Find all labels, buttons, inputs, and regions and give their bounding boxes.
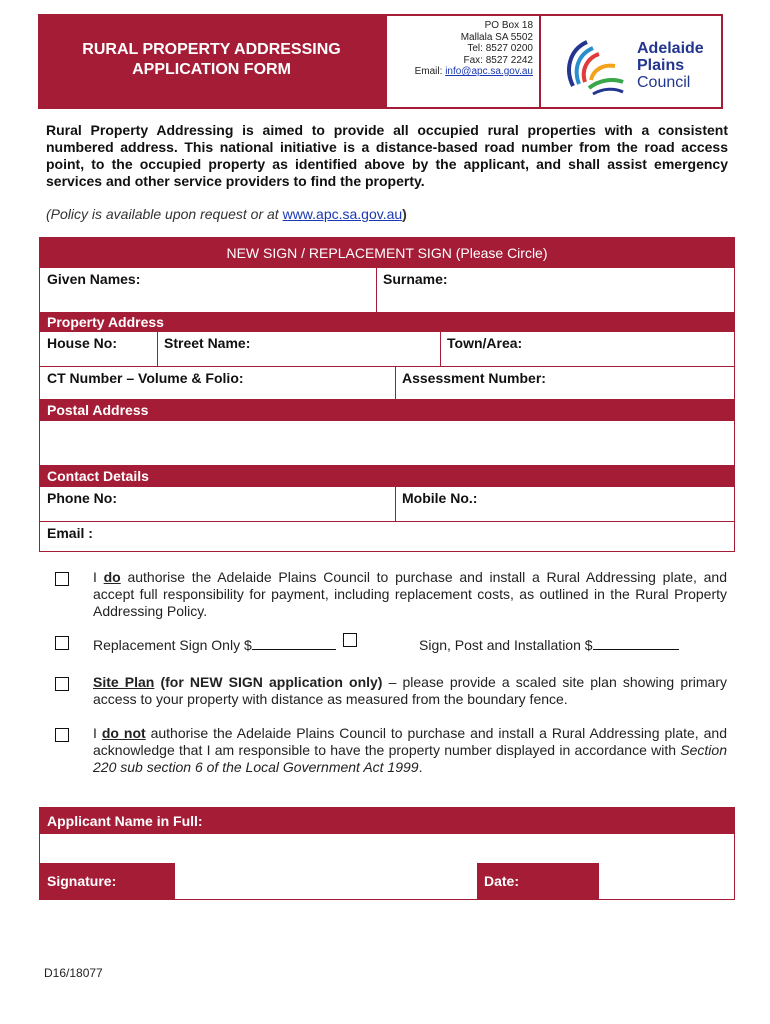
act-reference: Section 220 sub section 6 of the Local Government Act 1999 (93, 742, 727, 775)
not-authorise-pre: I (93, 725, 102, 741)
fax: Fax: 8527 2242 (463, 54, 533, 66)
form-title-line2: APPLICATION FORM (132, 61, 291, 78)
form-title (38, 14, 385, 109)
mobile-no-field[interactable] (395, 487, 477, 522)
applicant-name-field[interactable] (40, 834, 734, 863)
email-field[interactable] (40, 522, 734, 552)
town-area-label: Town/Area: (447, 335, 523, 351)
mobile-no-label: Mobile No.: (402, 490, 478, 506)
council-logo (541, 14, 723, 109)
phone-no-label: Phone No: (47, 490, 117, 506)
not-authorise-checkbox[interactable] (55, 728, 69, 742)
phone-no-field[interactable] (40, 487, 395, 522)
sign-type-row[interactable] (40, 238, 734, 268)
date-label: Date: (477, 863, 599, 900)
authorise-text: authorise the Adelaide Plains Council to purchase and install a Rural Addressing plate, and accept full responsibility for payment, including replacement costs, as outlined in the Rural Property Addressing Policy. (93, 569, 727, 619)
form-title-line1: RURAL PROPERTY ADDRESSING (82, 41, 341, 58)
replacement-only-label: Replacement Sign Only $ (93, 637, 252, 653)
po-box: PO Box 18 (484, 20, 533, 31)
replacement-amount-line[interactable] (252, 638, 336, 650)
sign-post-install-checkbox[interactable] (343, 633, 357, 647)
street-name-label: Street Name: (164, 335, 251, 351)
policy-close: ) (402, 206, 407, 222)
house-no-field[interactable] (40, 332, 157, 367)
not-authorise-text: authorise the Adelaide Plains Council to purchase and install a Rural Addressing plate, and acknowledge that I am responsible to have the property number displayed in accordance with (93, 725, 727, 758)
town-area-field[interactable] (440, 332, 522, 367)
ct-number-label: CT Number – Volume & Folio: (47, 370, 244, 386)
authorise-pre: I (93, 569, 104, 585)
property-address-heading: Property Address (40, 312, 734, 332)
policy-note (46, 206, 407, 222)
logo-word-adelaide: Adelaide (637, 40, 704, 57)
sign-post-amount-line[interactable] (593, 638, 679, 650)
document-reference: D16/18077 (44, 966, 103, 980)
sign-type-label: NEW SIGN / REPLACEMENT SIGN (Please Circle) (226, 245, 548, 261)
applicant-name-heading: Applicant Name in Full: (40, 808, 734, 834)
ct-number-field[interactable] (40, 367, 395, 399)
replacement-only-checkbox[interactable] (55, 636, 69, 650)
assessment-number-field[interactable] (395, 367, 546, 399)
contact-details-heading: Contact Details (40, 465, 734, 487)
house-no-label: House No: (47, 335, 117, 351)
applicant-section (39, 807, 735, 900)
policy-text: (Policy is available upon request or at (46, 206, 283, 222)
logo-word-council: Council (637, 74, 691, 91)
email-label: Email : (47, 525, 93, 541)
signature-field[interactable] (175, 863, 477, 900)
site-plan-option (93, 674, 727, 708)
not-authorise-end: . (418, 759, 423, 775)
signature-label: Signature: (40, 863, 175, 900)
authorise-checkbox[interactable] (55, 572, 69, 586)
council-logo-text (637, 40, 704, 91)
given-names-field[interactable] (40, 268, 140, 313)
email-link[interactable]: info@apc.sa.gov.au (445, 66, 533, 77)
replacement-only-option (93, 637, 336, 654)
council-logo-icon (563, 34, 629, 96)
site-plan-text: – please provide a scaled site plan showing primary access to your property with distance as measured from the boundary fence. (93, 674, 727, 707)
council-contact-block (385, 14, 541, 109)
intro-paragraph: Rural Property Addressing is aimed to provide all occupied rural properties with a consistent numbered address. This national initiative is a distance-based road number from the road access point, to the occupied property as identified above by the applicant, and shall assist emergency services and other service providers to find the property. (46, 122, 728, 189)
assessment-number-label: Assessment Number: (402, 370, 546, 386)
telephone: Tel: 8527 0200 (467, 43, 533, 54)
authorise-do: do (103, 569, 121, 585)
logo-word-plains: Plains (637, 57, 685, 74)
postal-address-heading: Postal Address (40, 399, 734, 421)
given-names-label: Given Names: (47, 271, 141, 287)
surname-field[interactable] (376, 268, 448, 313)
email-line (387, 66, 533, 78)
not-authorise-do-not: do not (101, 725, 146, 741)
postal-address-field[interactable] (40, 421, 734, 465)
authorise-option (93, 569, 727, 620)
email-label: Email: (414, 66, 446, 77)
sign-post-install-label: Sign, Post and Installation $ (419, 637, 593, 653)
date-field[interactable] (599, 863, 735, 900)
site-plan-label: Site Plan (93, 674, 155, 690)
site-plan-checkbox[interactable] (55, 677, 69, 691)
application-form (39, 237, 735, 552)
surname-label: Surname: (383, 271, 448, 287)
site-plan-note: (for NEW SIGN application only) (154, 674, 383, 690)
street-name-field[interactable] (157, 332, 440, 367)
policy-link[interactable]: www.apc.sa.gov.au (282, 206, 403, 222)
not-authorise-option (93, 725, 727, 776)
postal-locality: Mallala SA 5502 (460, 31, 533, 43)
sign-post-install-option (419, 637, 679, 654)
